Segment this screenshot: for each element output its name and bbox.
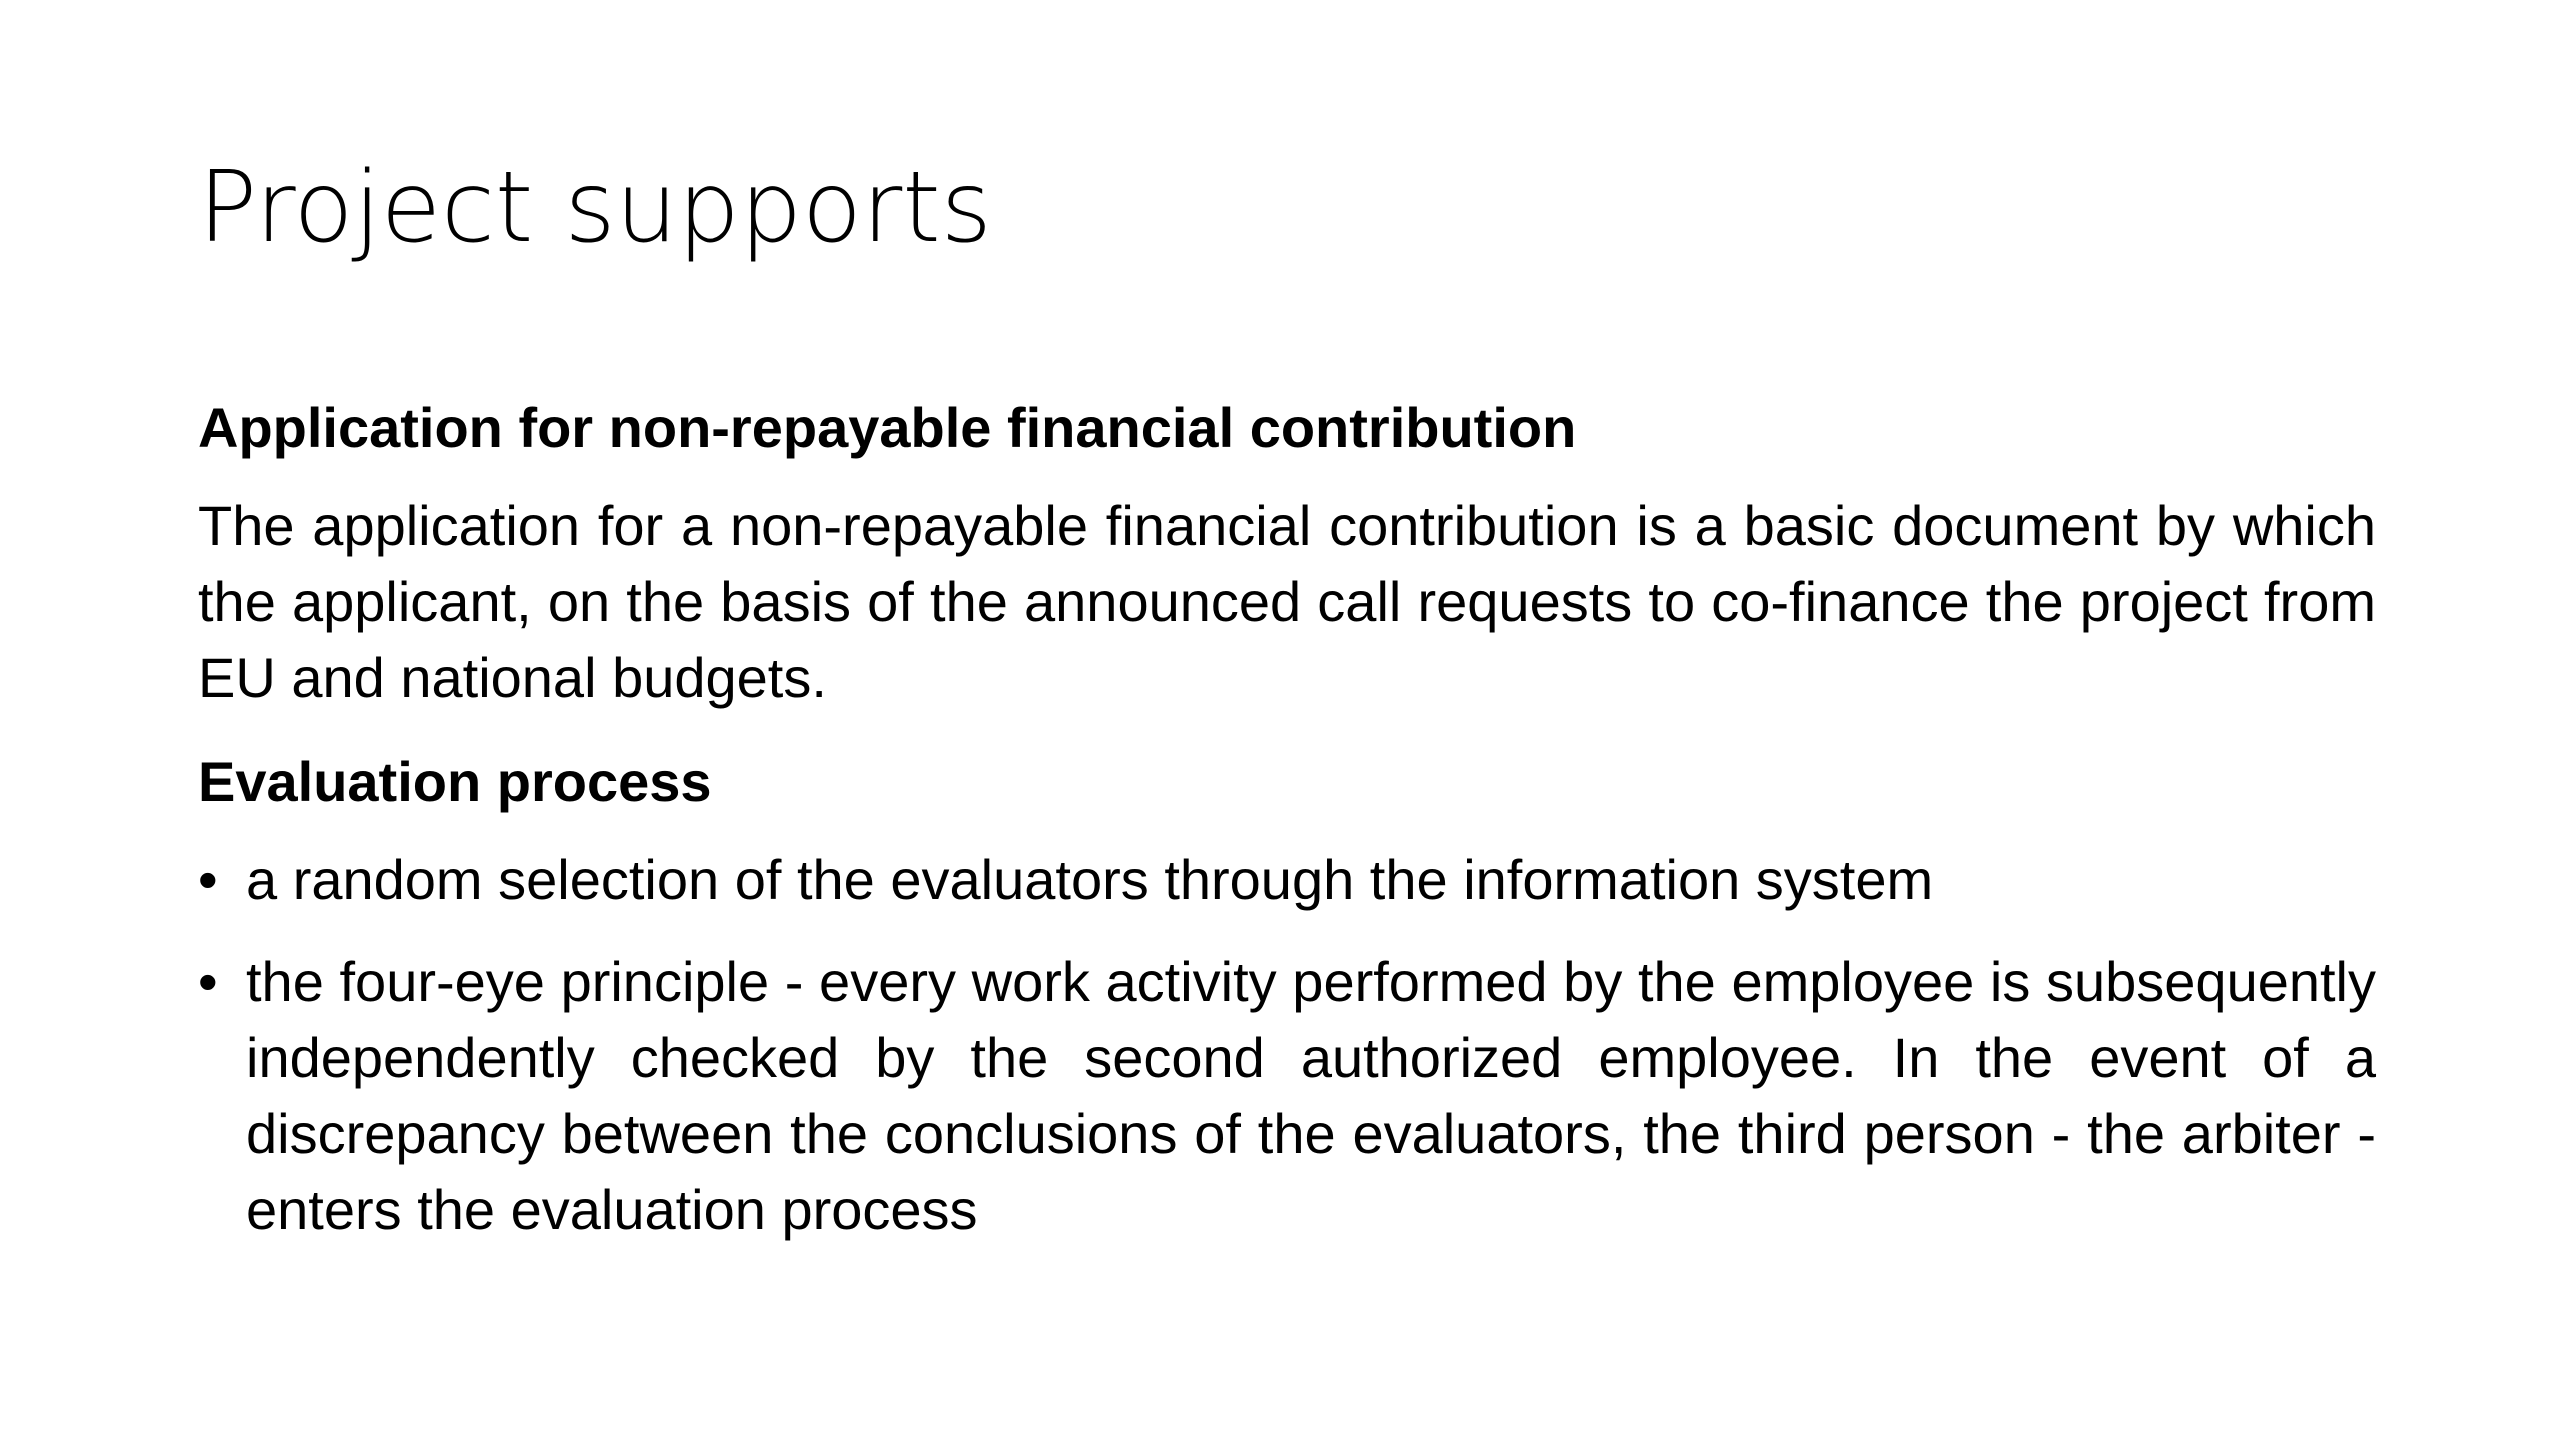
bullet-dot-icon: • <box>198 848 218 911</box>
application-description: The application for a non-repayable financial contribution is a basic document by which the applicant, on the basis of the announced call requests to co-finance the project from EU and national budgets. <box>198 494 2376 709</box>
slide-title: Project supports <box>198 151 992 265</box>
bullet-item-four-eye-principle <box>198 944 2376 1248</box>
bullet-text: the four-eye principle - every work activity performed by the employee is subsequently independently checked by the second authorized employee. In the event of a discrepancy between the conclusions of the evaluators, the third person - the arbiter - enters the evaluation process <box>246 950 2376 1241</box>
evaluation-bullet-list <box>198 842 2376 1248</box>
slide-content <box>198 390 2376 1274</box>
section-heading-application: Application for non-repayable financial contribution <box>198 396 1577 459</box>
bullet-item-random-selection <box>198 842 2376 918</box>
section-heading-evaluation: Evaluation process <box>198 750 712 813</box>
bullet-dot-icon: • <box>198 950 218 1013</box>
bullet-text: a random selection of the evaluators through the information system <box>246 848 1934 911</box>
